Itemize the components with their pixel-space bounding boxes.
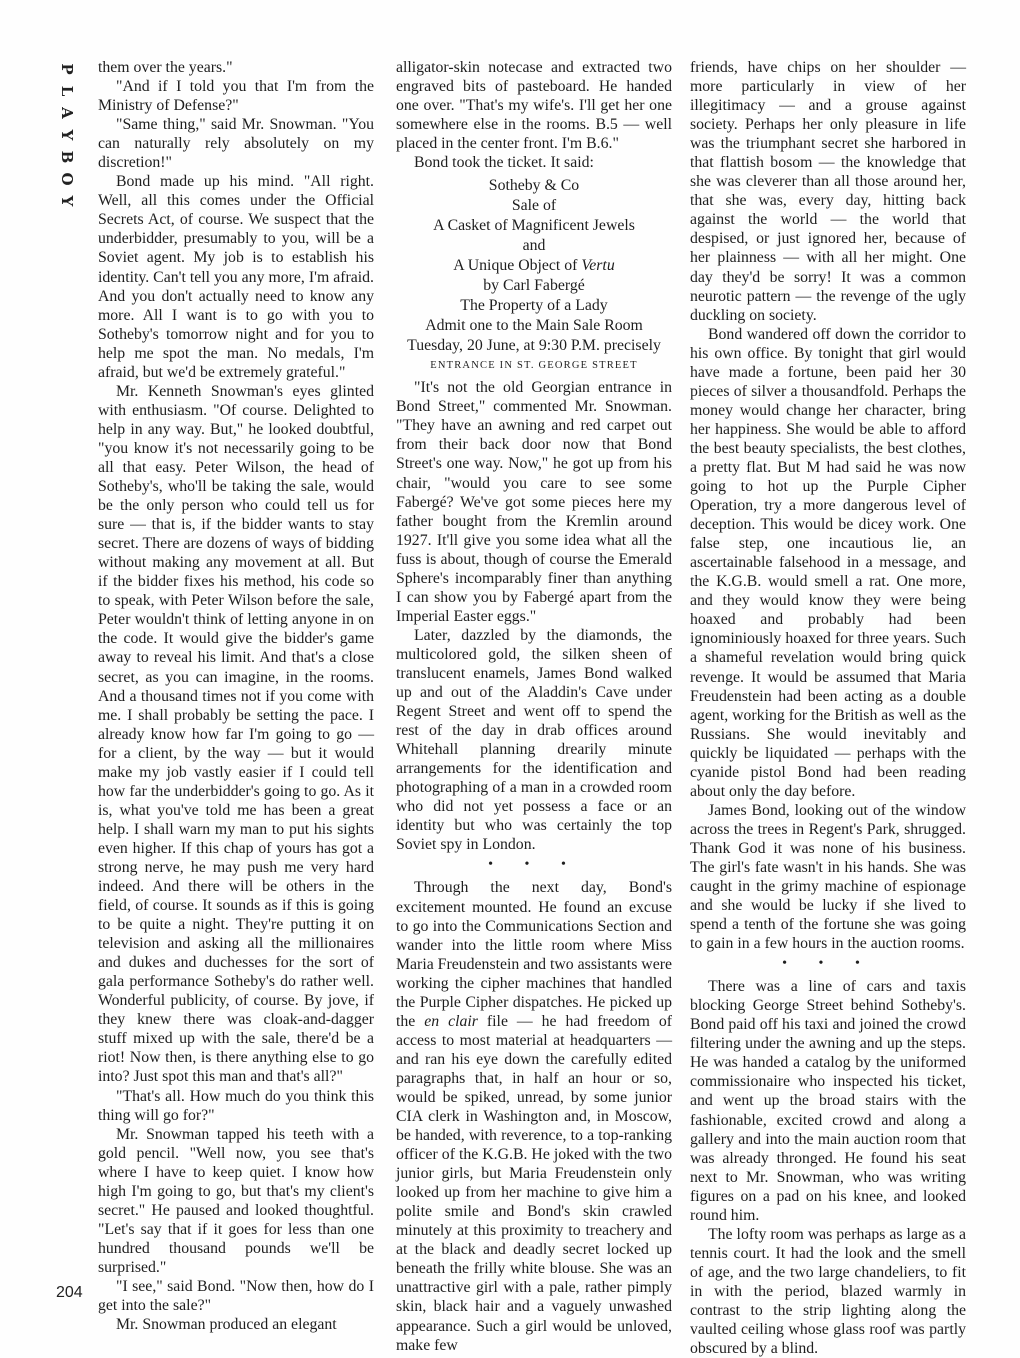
text-run: file — he had freedom of access to most material at headquarters — and ran his eye down the carefully edited paragraphs that, in half an hour or so, would be spiked, unread, by some junior CIA clerk in Washington and, in Moscow, be handed, with reverence, to a top-ranking officer of the K.G.B. He joked with the two junior girls, but Maria Freudenstein only looked up from her machine to give him a polite smile and Bond's skin crawled minutely at this proximity to treachery and at the black and deadly secret locked up beneath the frilly white blouse. She was an unattractive girl with a pale, rather pimply skin, black hair and a vaguely unwashed appearance. Such a girl would be unloved, make few: [396, 1012, 672, 1354]
section-divider: • • •: [488, 857, 580, 873]
paragraph: Mr. Snowman tapped his teeth with a gold pencil. "Well now, you see that's where I have to keep quiet. I know how high I'm going to go, but that's my client's secret." He paused and looked thoughtful. "Let's say that if it goes for less than one hundred thousand pounds we'll be surprised.": [98, 1125, 374, 1276]
paragraph: The lofty room was perhaps as large as a tennis court. It had the look and the smell of age, and the two large chandeliers, to fit in with the period, blazed warmly in contrast to the strip lighting along the vaulted ceiling whose glass roof was partly obscured by a blind.: [690, 1225, 966, 1358]
paragraph: friends, have chips on her shoulder — more particularly in view of her illegitimacy — and a grouse against society. Perhaps her only pleasure in life was the triumphant secret she harbored in that flattish bosom — the knowledge that she was cleverer than all those around her, that she was, every day, hitting back against the world — the world that despised, or just ignored her, because of her plainness — with all her might. One day they'd be sorry! It was a common neurotic pattern — the revenge of the ugly duckling on society.: [690, 59, 966, 324]
magazine-letter: A: [58, 107, 76, 119]
paragraph: James Bond, looking out of the window across the trees in Regent's Park, shrugged. Thank God it was none of his business. The girl's fate wasn't in his hands. She was caught in the grimy machine of espionage and she would be lucky if she lived to spend a tenth of the fortune she was going to gain in a few hours in the auction rooms.: [690, 801, 966, 953]
paragraph: alligator-skin notecase and extracted two engraved bits of pasteboard. He handed one over. "That's my wife's. I'll get her one somewhere else in the rooms. B.5 — well placed in the center front. I'm B.6.": [396, 59, 672, 153]
ticket-line: [396, 256, 672, 276]
ticket-line: The Property of a Lady: [460, 297, 608, 315]
ticket-text: A Unique Object of: [453, 257, 582, 275]
paragraph: There was a line of cars and taxis blocking George Street behind Sotheby's. Bond paid off his taxi and joined the crowd filtering under the awning and up the steps. He was handed a catalog by the uniformed commissionaire who inspected his ticket, and went up the broad stairs with the fashionable, excited crowd and along a gallery and into the main auction room that was already thronged. He found his seat next to Mr. Snowman, who was writing figures on a pad on his knee, and looked round him.: [690, 978, 966, 1224]
magazine-letter: P: [58, 63, 76, 75]
text-run: Through the next day, Bond's excitement mounted. He found an excuse to go into the Communications Section and wander into the little room where Miss Maria Freudenstein and two assistants were working the cipher machines that handled the Purple Cipher dispatches. He picked up the: [396, 879, 672, 1030]
article-column-1: [98, 58, 374, 1334]
ticket-italic-text: Vertu: [581, 257, 615, 275]
paragraph: "It's not the old Georgian entrance in Bond Street," commented Mr. Snowman. "They have an awning and red carpet out from their back door now that Bond Street's one way. Now," he got up from his chair, "would you care to see some Fabergé? We've got some pieces here my father bought from the Kremlin around 1927. It'll give you some idea what all the fuss is about, though of course the Emerald Sphere's incomparably finer than anything I can show you by Fabergé apart from the Imperial Easter eggs.": [396, 379, 672, 625]
ticket-line: Sotheby & Co: [488, 177, 580, 195]
magazine-letter: Y: [58, 195, 76, 207]
ticket-line: Sale of: [511, 197, 557, 215]
ticket-line: by Carl Fabergé: [483, 277, 585, 295]
paragraph: "Same thing," said Mr. Snowman. "You can naturally rely absolutely on my discretion!": [98, 116, 374, 172]
ticket-line: and: [522, 237, 546, 255]
paragraph: "That's all. How much do you think this thing will go for?": [98, 1087, 374, 1124]
paragraph: Bond made up his mind. "All right. Well, all this comes under the Official Secrets Act, of course. We suspect that the underbidder, presumably to you, will be a Soviet agent. My job is to establish his identity. Can't tell you any more, I'm afraid. And you don't actually need to know any more. All I want is to go with you to Sotheby's tomorrow night and for you to help me spot the man. No medals, I'm afraid, but we'd be extremely grateful.": [98, 173, 374, 381]
paragraph: Mr. Snowman produced an elegant: [116, 1316, 337, 1334]
paragraph: Mr. Kenneth Snowman's eyes glinted with enthusiasm. "Of course. Delighted to help in any way. But," he looked doubtful, "you know it's not necessarily going to be all that easy. Peter Wilson, the head of Sotheby's, who'll be taking the sale, would be the only person who could tell us for sure — that is, if the bidder wants to stay secret. There are dozens of ways of bidding without making any movement at all. But if the bidder fixes his method, his code so to speak, with Peter Wilson before the sale, Peter wouldn't think of letting anyone in on the code. It would give the bidder's game away to reveal his limit. And that's a close secret, as you can imagine, in the rooms. And a thousand times not if you come with me. I shall probably be setting the pace. I already know how far I'm going to go — for a client, by the way — but it would make my job vastly easier if I could tell how far the underbidder's going to go. As it is, what you've told me has been a great help. I shall warn my man to put his sights even higher. If this chap of yours has got a strong nerve, he may push me very hard indeed. And there will be others in the field, of course. It sounds as if this is going to be quite a night. They're putting it on television and asking all the millionaires and dukes and duchesses for the sort of gala performance Sotheby's do rather well. Wonderful publicity, of course. By jove, if they knew there was cloak-and-dagger stuff mixed up with the sale, there'd be a riot! Now then, is there anything else to go into? Just spot this man and that's all?": [98, 382, 374, 1086]
ticket-line: A Casket of Magnificent Jewels: [433, 217, 635, 235]
page-number: 204: [56, 1284, 83, 1301]
magazine-letter: Y: [58, 129, 76, 141]
section-divider: • • •: [782, 956, 874, 972]
magazine-letter: B: [58, 150, 76, 164]
ticket-line: Admit one to the Main Sale Room: [425, 317, 643, 335]
magazine-letter: O: [58, 172, 76, 186]
article-column-2: [396, 58, 672, 1354]
ticket-entrance-line: ENTRANCE IN ST. GEORGE STREET: [430, 360, 638, 372]
magazine-name: [58, 58, 76, 212]
paragraph: Bond took the ticket. It said:: [414, 154, 594, 172]
auction-ticket: [396, 176, 672, 376]
paragraph: Bond wandered off down the corridor to his own office. By tonight that girl would have made a fortune, been paid her 30 pieces of silver a thousandfold. Perhaps the money would change her character, bring her happiness. She would be able to afford the best beauty specialists, the best clothes, a pretty flat. But M had said he was now going to hot up the Purple Cipher Operation, try a more dangerous level of deception. This would be dicey work. One false step, one incautious lie, an ascertainable falsehood in a message, and the K.G.B. would smell a rat. One more, and they would know they were being hoaxed and probably had been ignominiously hoaxed for three years. Such a shameful revelation would bring quick revenge. It would be assumed that Maria Freudenstein had been acting as a double agent, working for the British as well as the Russians. She would inevitably and quickly be liquidated — perhaps with the cyanide pistol Bond had been reading about only the day before.: [690, 325, 966, 800]
magazine-letter: L: [58, 85, 76, 97]
paragraph: them over the years.": [98, 59, 233, 76]
paragraph: Later, dazzled by the diamonds, the multicolored gold, the silken sheen of translucent enamels, James Bond walked up and out of the Aladdin's Cave under Regent Street and went off to spend the rest of the day in drab offices around Whitehall planning drearily minute arrangements for the identification and photographing of a man in a crowded room who did not yet possess a face or an identity but who was certainly the top Soviet spy in London.: [396, 626, 672, 854]
italic-text: en clair: [424, 1012, 478, 1030]
paragraph: [396, 878, 672, 1354]
ticket-line: Tuesday, 20 June, at 9:30 P.M. precisely: [407, 337, 661, 355]
article-column-3: [690, 58, 966, 1358]
paragraph: "And if I told you that I'm from the Ministry of Defense?": [98, 78, 374, 115]
paragraph: "I see," said Bond. "Now then, how do I get into the sale?": [98, 1278, 374, 1315]
